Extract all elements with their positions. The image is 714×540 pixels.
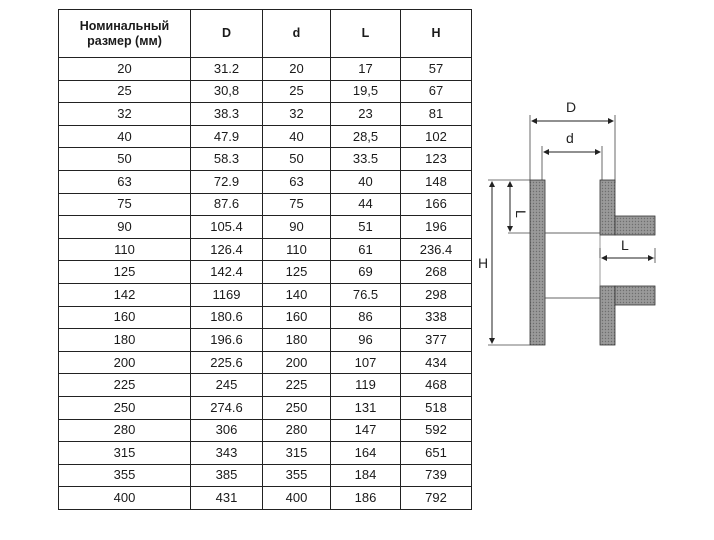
branch-bottom-wall	[615, 286, 655, 305]
cell-height: 792	[401, 487, 472, 510]
table-body	[59, 58, 472, 510]
table-row	[59, 216, 472, 239]
cell-inner-diameter: 200	[263, 351, 331, 374]
cell-outer-diameter: 105.4	[191, 216, 263, 239]
cell-nominal-size: 125	[59, 261, 191, 284]
table-row	[59, 374, 472, 397]
cell-length: 44	[331, 193, 401, 216]
header-inner-diameter: d	[263, 10, 331, 58]
cell-nominal-size: 75	[59, 193, 191, 216]
cell-nominal-size: 25	[59, 80, 191, 103]
cell-outer-diameter: 431	[191, 487, 263, 510]
left-wall	[530, 180, 545, 345]
cell-outer-diameter: 30,8	[191, 80, 263, 103]
table-row	[59, 148, 472, 171]
cell-outer-diameter: 31.2	[191, 58, 263, 81]
dimensions-table	[58, 9, 472, 510]
cell-inner-diameter: 20	[263, 58, 331, 81]
cell-length: 147	[331, 419, 401, 442]
cell-length: 61	[331, 238, 401, 261]
table-row	[59, 80, 472, 103]
cell-nominal-size: 180	[59, 329, 191, 352]
cell-inner-diameter: 125	[263, 261, 331, 284]
cell-height: 739	[401, 464, 472, 487]
d-inner-label: d	[566, 130, 574, 146]
cell-length: 131	[331, 396, 401, 419]
table-row	[59, 419, 472, 442]
cell-height: 338	[401, 306, 472, 329]
header-height: H	[401, 10, 472, 58]
dimensions-table-wrapper	[58, 9, 471, 510]
cell-nominal-size: 40	[59, 125, 191, 148]
table-row	[59, 396, 472, 419]
cell-height: 196	[401, 216, 472, 239]
tee-fitting-drawing	[478, 88, 698, 368]
cell-outer-diameter: 225.6	[191, 351, 263, 374]
cell-height: 651	[401, 442, 472, 465]
cell-length: 107	[331, 351, 401, 374]
cell-inner-diameter: 250	[263, 396, 331, 419]
cell-length: 96	[331, 329, 401, 352]
cell-inner-diameter: 50	[263, 148, 331, 171]
table-row	[59, 193, 472, 216]
cell-height: 377	[401, 329, 472, 352]
cell-height: 236.4	[401, 238, 472, 261]
table-row	[59, 487, 472, 510]
cell-nominal-size: 355	[59, 464, 191, 487]
cell-inner-diameter: 180	[263, 329, 331, 352]
cell-outer-diameter: 47.9	[191, 125, 263, 148]
cell-outer-diameter: 343	[191, 442, 263, 465]
cell-nominal-size: 400	[59, 487, 191, 510]
cell-outer-diameter: 180.6	[191, 306, 263, 329]
table-row	[59, 442, 472, 465]
cell-inner-diameter: 32	[263, 103, 331, 126]
cell-height: 468	[401, 374, 472, 397]
cell-length: 51	[331, 216, 401, 239]
h-label: H	[478, 255, 489, 271]
cell-nominal-size: 315	[59, 442, 191, 465]
cell-inner-diameter: 315	[263, 442, 331, 465]
header-nominal-size: Номинальный размер (мм)	[59, 10, 191, 58]
cell-inner-diameter: 40	[263, 125, 331, 148]
cell-height: 57	[401, 58, 472, 81]
cell-outer-diameter: 58.3	[191, 148, 263, 171]
cell-outer-diameter: 274.6	[191, 396, 263, 419]
cell-length: 76.5	[331, 283, 401, 306]
tee-fitting-diagram	[478, 88, 698, 368]
cell-length: 17	[331, 58, 401, 81]
d-outer-label: D	[566, 99, 577, 115]
cell-inner-diameter: 355	[263, 464, 331, 487]
cell-inner-diameter: 90	[263, 216, 331, 239]
cell-height: 268	[401, 261, 472, 284]
cell-outer-diameter: 1169	[191, 283, 263, 306]
cell-outer-diameter: 87.6	[191, 193, 263, 216]
cell-height: 123	[401, 148, 472, 171]
cell-outer-diameter: 385	[191, 464, 263, 487]
table-row	[59, 464, 472, 487]
cell-inner-diameter: 160	[263, 306, 331, 329]
cell-outer-diameter: 245	[191, 374, 263, 397]
cell-inner-diameter: 400	[263, 487, 331, 510]
cell-length: 164	[331, 442, 401, 465]
cell-nominal-size: 160	[59, 306, 191, 329]
cell-length: 40	[331, 170, 401, 193]
cell-nominal-size: 225	[59, 374, 191, 397]
table-row	[59, 238, 472, 261]
right-wall-lower	[600, 286, 615, 345]
cell-height: 518	[401, 396, 472, 419]
cell-height: 81	[401, 103, 472, 126]
table-row	[59, 58, 472, 81]
cell-outer-diameter: 142.4	[191, 261, 263, 284]
cell-nominal-size: 20	[59, 58, 191, 81]
cell-nominal-size: 90	[59, 216, 191, 239]
table-row	[59, 170, 472, 193]
cell-outer-diameter: 38.3	[191, 103, 263, 126]
cell-nominal-size: 200	[59, 351, 191, 374]
cell-length: 28,5	[331, 125, 401, 148]
cell-nominal-size: 50	[59, 148, 191, 171]
table-row	[59, 283, 472, 306]
table-row	[59, 103, 472, 126]
cell-nominal-size: 142	[59, 283, 191, 306]
branch-l-label: L	[621, 237, 629, 253]
cell-inner-diameter: 63	[263, 170, 331, 193]
cell-length: 33.5	[331, 148, 401, 171]
cell-outer-diameter: 306	[191, 419, 263, 442]
cell-height: 148	[401, 170, 472, 193]
table-row	[59, 261, 472, 284]
table-row	[59, 351, 472, 374]
cell-inner-diameter: 75	[263, 193, 331, 216]
header-length: L	[331, 10, 401, 58]
right-wall-upper	[600, 180, 615, 235]
cell-length: 184	[331, 464, 401, 487]
l-vertical-label: L	[513, 210, 529, 218]
cell-length: 69	[331, 261, 401, 284]
branch-top-wall	[615, 216, 655, 235]
cell-height: 434	[401, 351, 472, 374]
cell-nominal-size: 32	[59, 103, 191, 126]
cell-height: 166	[401, 193, 472, 216]
cell-height: 298	[401, 283, 472, 306]
cell-outer-diameter: 126.4	[191, 238, 263, 261]
table-row	[59, 125, 472, 148]
cell-outer-diameter: 72.9	[191, 170, 263, 193]
cell-length: 86	[331, 306, 401, 329]
cell-length: 23	[331, 103, 401, 126]
cell-nominal-size: 280	[59, 419, 191, 442]
cell-inner-diameter: 280	[263, 419, 331, 442]
cell-inner-diameter: 140	[263, 283, 331, 306]
cell-height: 592	[401, 419, 472, 442]
cell-nominal-size: 63	[59, 170, 191, 193]
cell-outer-diameter: 196.6	[191, 329, 263, 352]
cell-length: 19,5	[331, 80, 401, 103]
header-outer-diameter: D	[191, 10, 263, 58]
cell-height: 102	[401, 125, 472, 148]
cell-height: 67	[401, 80, 472, 103]
cell-inner-diameter: 110	[263, 238, 331, 261]
table-row	[59, 306, 472, 329]
cell-length: 119	[331, 374, 401, 397]
cell-length: 186	[331, 487, 401, 510]
table-row	[59, 329, 472, 352]
cell-nominal-size: 250	[59, 396, 191, 419]
cell-nominal-size: 110	[59, 238, 191, 261]
cell-inner-diameter: 25	[263, 80, 331, 103]
cell-inner-diameter: 225	[263, 374, 331, 397]
table-header-row	[59, 10, 472, 58]
